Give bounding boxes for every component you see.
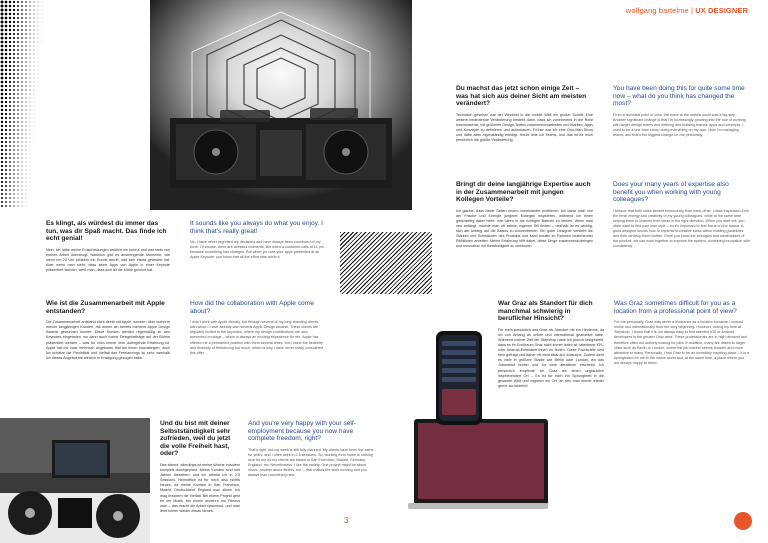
section-apple-de xyxy=(46,300,170,361)
section-apple-en xyxy=(190,300,324,356)
section-body-de: Für mein persönlich war Graz als Standort nie ein Hindernis, da ich von Anfang an online und international gearbeitet habe. Während meiner Zeit bei Stepshop habe ich jedoch festgestellt, dass es im Großraum Graz nicht immer leicht ist, talentierte iOS- oder Android-Entwickler:innen zu finden. Diese Fachkräfte sind sehr gefragt und daher oft nicht aktiv auf Jobsuche. Zudem zieht es viele in größere Städte wie Berlin oder London, wo das Jobumfeld breiter und für viele attraktiver erscheint. Ich persönlich empfinde ich Graz als einen unglaublich inspirierenden Ort – Es ist für mich ein Sprungbrett in die gesamte Welt und zugleich ein Ort, an den man immer wieder gerne zurückkehrt. xyxy=(498,327,604,388)
section-body-de: Technisch gesehen war der Wechsel in die mobile Welt ein großer Schritt. Eine weitere bedeutende Veränderung besteht darin, dass ich zunehmend in die Rolle hineinwachse, mit größeren Design-Teams zusammenzuarbeiten und Marken, Apps und Konzepte zu definieren und aufzubauen. Früher war ich eine One-Man-Show und habe alles eigenständig erledigt. Heute leite ich Teams, und das ist für mich persönlich die größte Veränderung. xyxy=(456,112,593,143)
section-freedom-en xyxy=(248,420,376,478)
header-separator: | xyxy=(688,6,696,15)
section-changes-en xyxy=(613,85,750,138)
section-changes-de xyxy=(456,85,593,143)
role-label: UX DESIGNER xyxy=(695,6,748,15)
orange-circle-decoration xyxy=(734,512,752,530)
section-body-en: That's right, but my week is still fully planned. My clients have been the same for years, and I often work in 2.5 sessions. So, working from home is nothing new for me as my clients are based in San Francisco, Madrid, Germany, England, etc. Nevertheless, I like the variety. One project might be about music, another about fitness, etc. – that makes the work exciting and you always learn something new. xyxy=(248,447,374,478)
page-number: 3 xyxy=(344,516,349,525)
section-heading-en: How did the collaboration with Apple come about? xyxy=(190,300,314,315)
section-body-en: No, I have never regretted my decisions and have always been convinced of my work. Of course, there are stressful moments, like when a customer calls at 11 pm because something has changed. But when you see your apps presented at an Apple Keynote, you know that all the effort was worth it. xyxy=(190,240,324,260)
page-header xyxy=(626,6,748,15)
section-fun-en xyxy=(190,220,324,261)
section-heading-en: You have been doing this for quite some time now – what do you think has changed the most? xyxy=(613,85,745,108)
section-heading-de: Wie ist die Zusammenarbeit mit Apple entstanden? xyxy=(46,300,165,315)
vr-scene-image xyxy=(150,0,412,210)
section-expertise-en xyxy=(613,181,750,250)
section-heading-en: Does your many years of expertise also benefit you when working with young colleagues? xyxy=(613,181,729,204)
section-heading-de: Bringt dir deine langjährige Expertise auch in der Zusammenarbeit mit jungen Kollegen Vorteile? xyxy=(456,181,591,204)
section-fun-de xyxy=(46,220,170,273)
author-name: wolfgang bartelme xyxy=(625,6,689,15)
studio-photo xyxy=(0,418,150,543)
section-body-en: I didn't work with Apple directly, but through several of my long-standing clients, with whom I have already won several Apple Design Awards. These clients are regularly invited to the keynotes, where my design contributions are also presented on stage – which is always an exciting experience for me. Apple has offered me a permanent position with them several times, but I value the flexibility and diversity of freelancing too much, which is why I have never really considered this offer. xyxy=(190,320,324,355)
section-expertise-de xyxy=(456,181,593,250)
section-graz-en xyxy=(614,300,750,366)
section-heading-de: Es klingt, als würdest du immer das tun, was dir Spaß macht. Das finde ich echt genial! xyxy=(46,220,167,243)
section-body-de: Nein, ich habe meine Entscheidungen wirklich nie bereut und war stets von meiner Arbeit überzeugt. Natürlich gibt es anstrengende Momente, wie wenn um 23 Uhr plötzlich ein Kunde anruft, weil sich etwas geändert hat. Aber wenn man sieht, dass seine Apps von Apple in einer Keynote präsentiert werden, weiß man, dass sich all die Mühe gelohnt hat. xyxy=(46,247,170,273)
section-body-en: I believe that both sides benefit enormously from each other. I draw inspiration from the fresh energy and creativity of my young colleagues, while at the same time helping them to channel their ideas in the right direction. When you start out, you often want to find your own style – so it's important to first focus on the basics. A good designer knows how to implement creative ideas within existing guidelines and then develop them further. Once you know the strengths and weaknesses of the product, we can work together to improve the system, combining innovation with consistency. xyxy=(613,208,750,249)
section-heading-en: It sounds like you always do what you enjoy. I think that's really great! xyxy=(190,220,323,235)
section-heading-de: Und du bist mit deiner Selbstständigkeit sehr zufrieden, weil du jetzt die volle Freiheit hast, oder? xyxy=(160,420,231,458)
section-heading-en: Was Graz sometimes difficult for you as a location from a professional point of view? xyxy=(614,300,737,315)
section-body-en: From a technical point of view, the move to the mobile world was a big step. Another significant change is that I'm increasingly growing into the role of working with larger design teams and defining and building brands, apps and concepts. I used to be a one-man show, doing everything on my own. Now I'm managing teams, and that's the biggest change for me personally. xyxy=(613,112,746,138)
section-freedom-de xyxy=(160,420,240,514)
section-heading-de: Du machst das jetzt schon einige Zeit – was hat sich aus deiner Sicht am meisten verändert? xyxy=(456,85,587,108)
section-graz-de xyxy=(498,300,604,389)
section-body-en: For me personally, Graz was never a hindrance as a location because I worked online and internationally from the very beginning. However, during my time at Stepshop, I found that it is not always easy to find talented iOS or Android developers in the greater Graz area. These professionals are in high demand and therefore often not actively looking for jobs. In addition, many are drawn to larger cities such as Berlin or London, where the job market seems broader and more attractive to many. Personally, I find Graz to be an incredibly inspiring place – it is a springboard for me to the whole world and, at the same time, a place where you are always happy to return. xyxy=(614,320,750,365)
halftone-dots-decoration xyxy=(0,0,52,210)
section-heading-de: War Graz als Standort für dich manchmal schwierig in beruflicher Hinsicht? xyxy=(498,300,593,323)
section-body-de: Das stimmt, allerdings ist meine Woche trotzdem komplett durchgeplant. Meine Kunden sind seit Jahren dieselben, und ich arbeite ich in 2,5 Sessions. Heimoffice ist für mich also nichts Neues, da meine Kunden in San Francisco, Madrid, Deutschland, England usw. sitzen. Ich mag trotzdem die Vielfalt. Bei einem Projekt geht es um Musik, bei einem anderen um Fitness usw. – das macht die Arbeit spannend, und man lernt immer wieder etwas Neues. xyxy=(160,462,240,513)
section-body-de: Ich glaube, dass beide Seiten enorm voneinander profitieren. Ich lasse mich von der Frische und Energie jüngerer Kollegen inspirieren, während ich ihnen gleichzeitig dabei helfe, ihre Ideen in die richtigen Bahnen zu lenken. Wenn man neu anfängt, möchte man oft seinen eigenen Stil finden – deshalb ist es wichtig, sich am Anfang auf die Basics zu konzentrieren. Ein guter Designer versteht die Stärken und Schwächen des Produkts und kann kreativ im Rahmen bestehender Richtlinien arbeiten. Meine Erfahrung hilft dabei, diese Dinge zusammenzubringen und Innovation mit Beständigkeit zu verbinden. xyxy=(456,208,593,249)
striped-pattern-decoration xyxy=(340,232,432,294)
section-body-de: Die Zusammenarbeit entstand nicht direkt mit Apple, sondern über mehrere meiner langjährigen Kunden, mit denen ich bereits mehrere Apple Design Awards gewonnen konnte. Diese Kunden werden regelmäßig zu den Keynotes eingeladen, wo dann auch meine Designbeiträge auf der Bühne präsentiert werden – was für mich immer eine aufregende Erfahrung ist. Apple hat mir zwar mehrfach angeboten fest bei ihnen einzusteigen, doch ich schätze die Flexibilität und Vielfalt des Freelancings zu sehr, weshalb ich dieses Angebot nie wirklich in Erwägung gezogen habe. xyxy=(46,320,170,360)
section-heading-en: And you're very happy with your self-employment because you now have complete freedom, right? xyxy=(248,420,356,443)
